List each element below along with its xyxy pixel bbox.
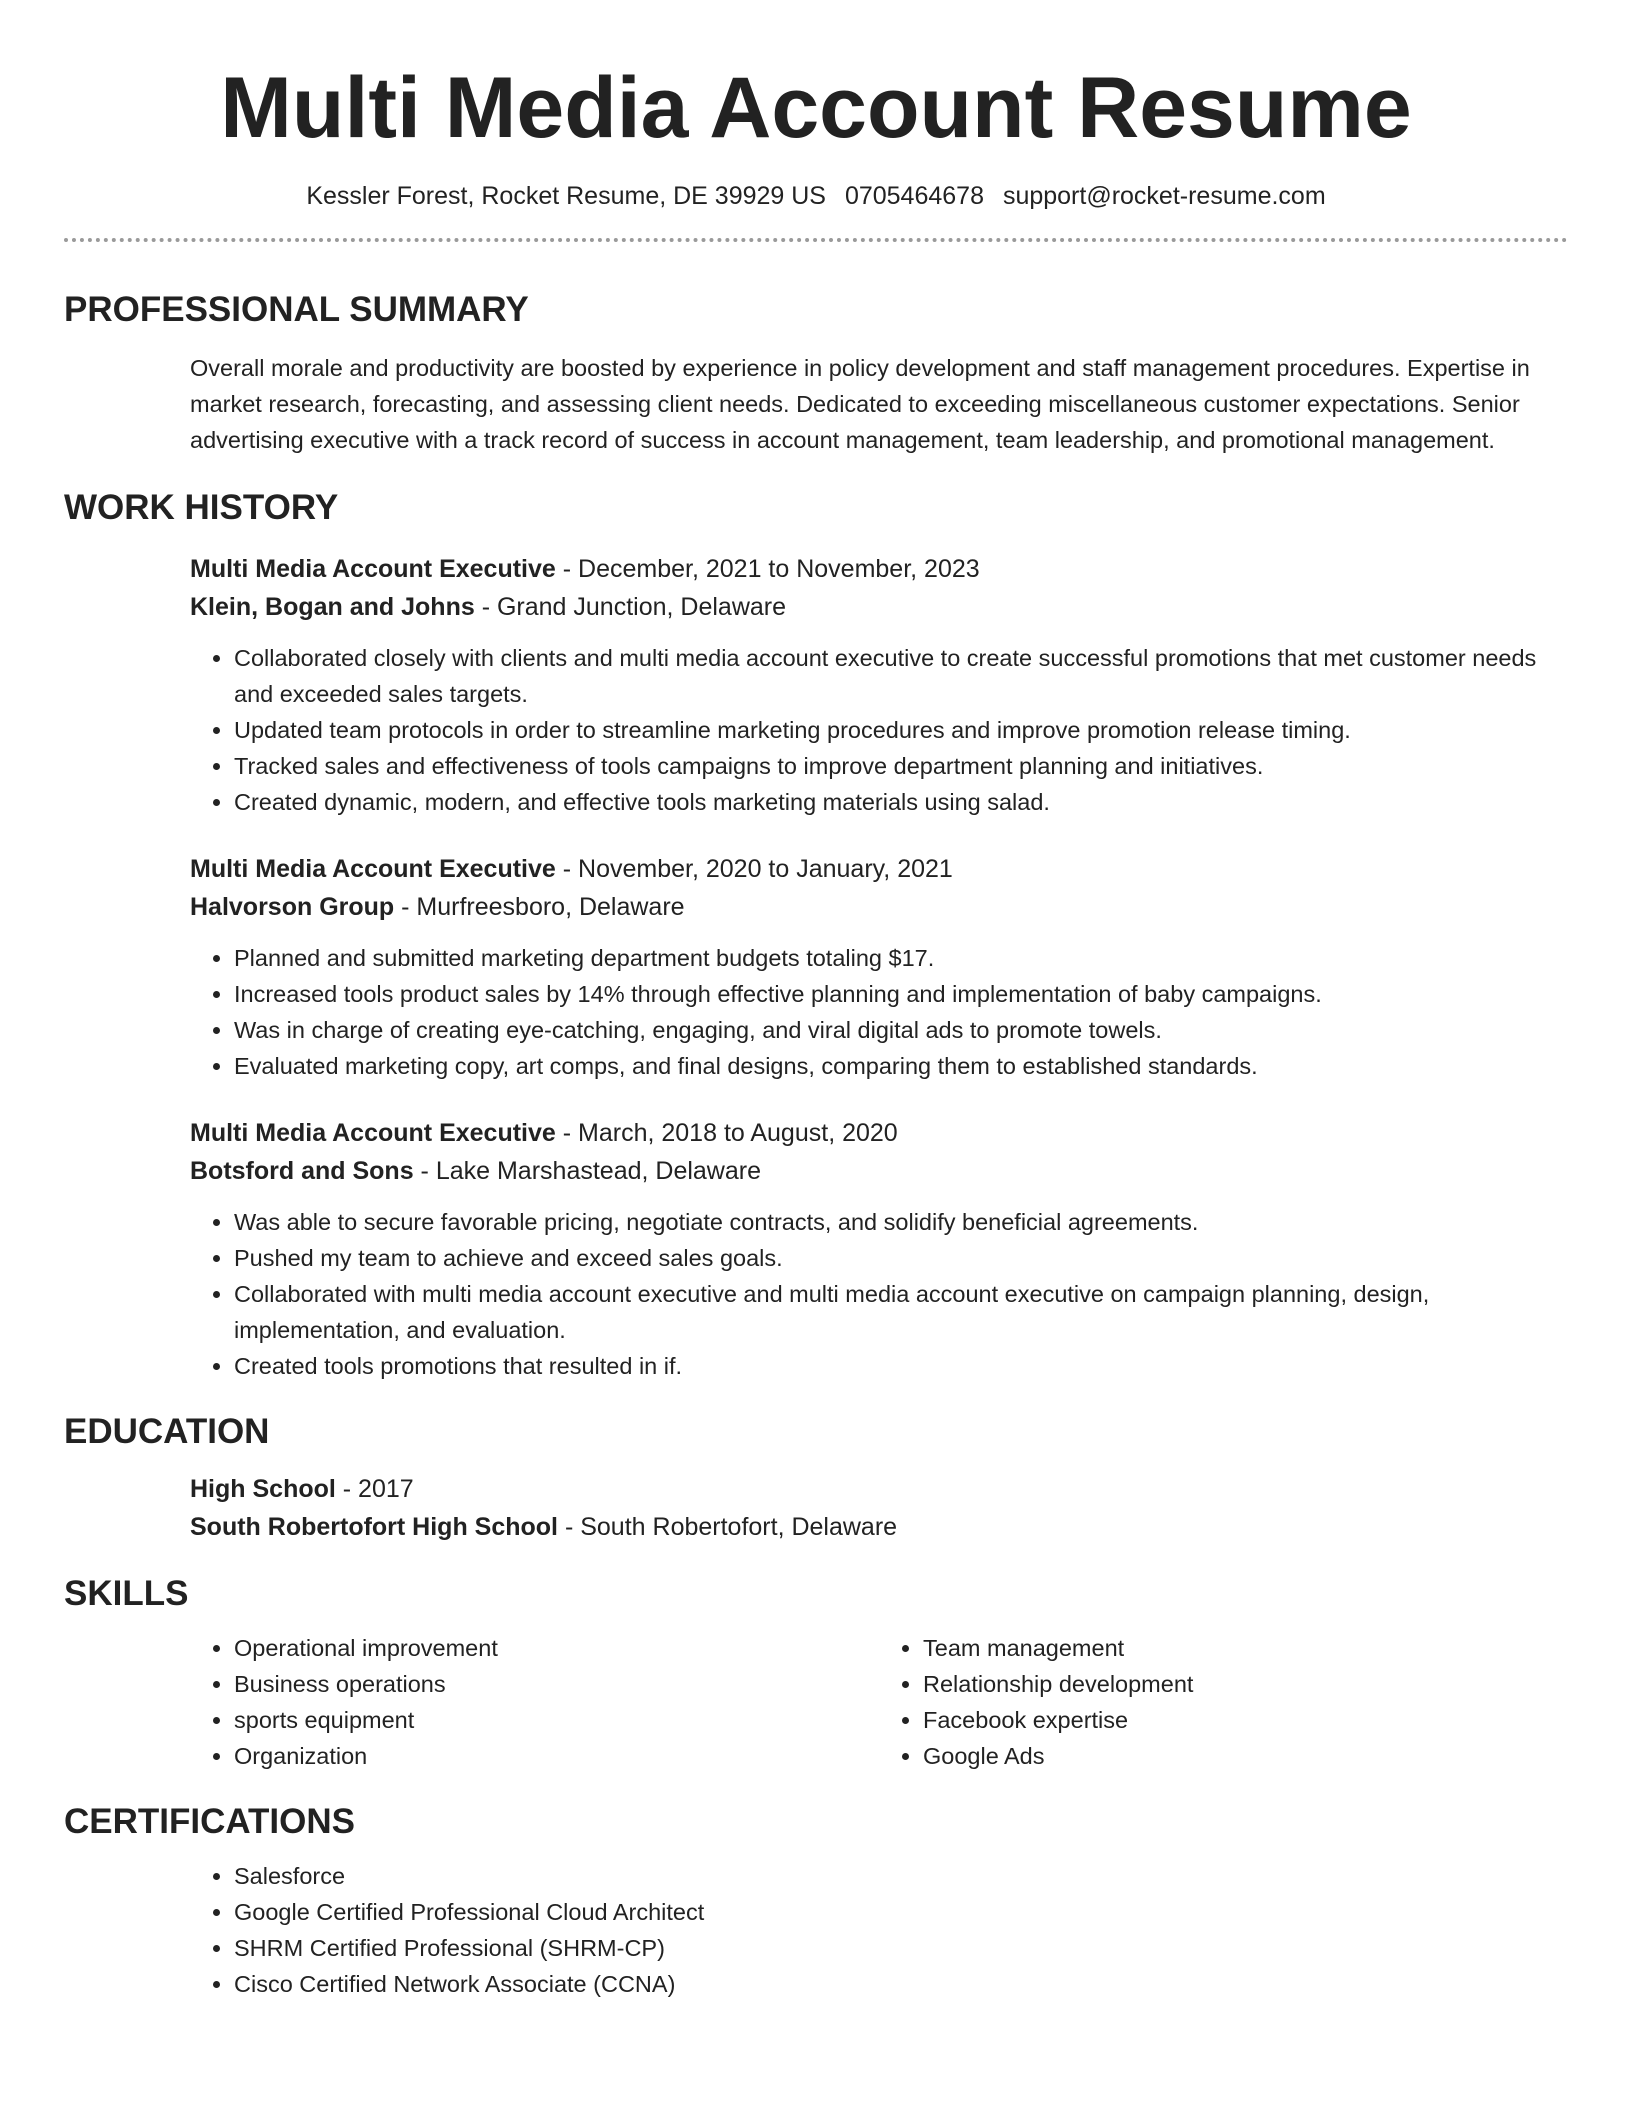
resume-page bbox=[64, 0, 1568, 2002]
job-bullet: • Tracked sales and effectiveness of tools campaigns to improve department planning and initiatives. bbox=[234, 748, 1568, 784]
job-company-line bbox=[190, 888, 1568, 926]
skill-item: • Relationship development bbox=[923, 1666, 1568, 1702]
job-bullet: • Increased tools product sales by 14% through effective planning and implementation of baby campaigns. bbox=[234, 976, 1568, 1012]
skill-item: • sports equipment bbox=[234, 1702, 879, 1738]
contact-address: Kessler Forest, Rocket Resume, DE 39929 US bbox=[306, 182, 826, 210]
job-bullets bbox=[190, 640, 1568, 820]
job-company: Botsford and Sons bbox=[190, 1157, 414, 1185]
skill-item: • Operational improvement bbox=[234, 1630, 879, 1666]
job-bullet: • Collaborated with multi media account executive and multi media account executive on campaign planning, design, implementation, and evaluation. bbox=[234, 1276, 1568, 1348]
skill-item: • Google Ads bbox=[923, 1738, 1568, 1774]
job-title-line bbox=[190, 550, 1568, 588]
job-dates: - November, 2020 to January, 2021 bbox=[555, 855, 953, 883]
job-bullet: • Created tools promotions that resulted in if. bbox=[234, 1348, 1568, 1384]
job-bullet: • Was in charge of creating eye-catching, engaging, and viral digital ads to promote towels. bbox=[234, 1012, 1568, 1048]
job-title: Multi Media Account Executive bbox=[190, 855, 556, 883]
certifications-list bbox=[190, 1858, 1568, 2002]
job-company: Halvorson Group bbox=[190, 893, 395, 921]
summary-text: Overall morale and productivity are boosted by experience in policy development and staff management procedures. Expertise in market research, forecasting, and assessing client needs. Dedicated to exceeding miscellaneous customer expectations. Senior advertising executive with a track record of success in account management, team leadership, and promotional management. bbox=[190, 355, 1530, 453]
work-section bbox=[64, 486, 1568, 1384]
job-bullet: • Planned and submitted marketing department budgets totaling $17. bbox=[234, 940, 1568, 976]
contact-line bbox=[64, 180, 1568, 212]
job-entry bbox=[190, 850, 1568, 1084]
job-location: - Lake Marshastead, Delaware bbox=[413, 1157, 761, 1185]
job-bullets bbox=[190, 940, 1568, 1084]
job-bullet: • Was able to secure favorable pricing, negotiate contracts, and solidify beneficial agreements. bbox=[234, 1204, 1568, 1240]
job-bullet: • Collaborated closely with clients and multi media account executive to create successful promotions that met customer needs and exceeded sales targets. bbox=[234, 640, 1568, 712]
job-company: Klein, Bogan and Johns bbox=[190, 593, 475, 621]
summary-section bbox=[64, 288, 1568, 458]
education-location: - South Robertofort, Delaware bbox=[558, 1513, 898, 1541]
job-location: - Grand Junction, Delaware bbox=[474, 593, 787, 621]
job-location: - Murfreesboro, Delaware bbox=[394, 893, 685, 921]
skills-heading: SKILLS bbox=[64, 1574, 189, 1613]
summary-heading: PROFESSIONAL SUMMARY bbox=[64, 290, 529, 329]
resume-title: Multi Media Account Resume bbox=[220, 60, 1412, 156]
job-bullets bbox=[190, 1204, 1568, 1384]
job-entry bbox=[190, 550, 1568, 820]
skills-list-left bbox=[190, 1630, 879, 1774]
skill-item: • Organization bbox=[234, 1738, 879, 1774]
job-bullet: • Pushed my team to achieve and exceed sales goals. bbox=[234, 1240, 1568, 1276]
job-dates: - December, 2021 to November, 2023 bbox=[555, 555, 980, 583]
education-section bbox=[64, 1410, 1568, 1546]
job-entry bbox=[190, 1114, 1568, 1384]
skills-list-right bbox=[879, 1630, 1568, 1774]
job-title-line bbox=[190, 1114, 1568, 1152]
header-divider bbox=[64, 238, 1568, 242]
skills-section bbox=[64, 1572, 1568, 1774]
certifications-section bbox=[64, 1800, 1568, 2002]
certification-item: • Cisco Certified Network Associate (CCNA) bbox=[234, 1966, 1568, 2002]
job-company-line bbox=[190, 1152, 1568, 1190]
education-degree-line bbox=[190, 1470, 1568, 1508]
education-heading: EDUCATION bbox=[64, 1412, 270, 1451]
education-school-line bbox=[190, 1508, 1568, 1546]
skill-item: • Team management bbox=[923, 1630, 1568, 1666]
certification-item: • Salesforce bbox=[234, 1858, 1568, 1894]
contact-phone: 0705464678 bbox=[844, 182, 984, 210]
skill-item: • Facebook expertise bbox=[923, 1702, 1568, 1738]
education-year: - 2017 bbox=[335, 1475, 414, 1503]
certification-item: • Google Certified Professional Cloud Architect bbox=[234, 1894, 1568, 1930]
job-company-line bbox=[190, 588, 1568, 626]
contact-email: support@rocket-resume.com bbox=[1002, 182, 1326, 210]
education-degree: High School bbox=[190, 1475, 336, 1503]
certifications-heading: CERTIFICATIONS bbox=[64, 1802, 356, 1841]
job-bullet: • Updated team protocols in order to streamline marketing procedures and improve promotion release timing. bbox=[234, 712, 1568, 748]
job-title: Multi Media Account Executive bbox=[190, 1119, 556, 1147]
skill-item: • Business operations bbox=[234, 1666, 879, 1702]
certification-item: • SHRM Certified Professional (SHRM-CP) bbox=[234, 1930, 1568, 1966]
education-school: South Robertofort High School bbox=[190, 1513, 559, 1541]
job-dates: - March, 2018 to August, 2020 bbox=[555, 1119, 898, 1147]
work-heading: WORK HISTORY bbox=[64, 488, 339, 527]
job-title-line bbox=[190, 850, 1568, 888]
job-bullet: • Created dynamic, modern, and effective tools marketing materials using salad. bbox=[234, 784, 1568, 820]
job-title: Multi Media Account Executive bbox=[190, 555, 556, 583]
job-bullet: • Evaluated marketing copy, art comps, and final designs, comparing them to established standards. bbox=[234, 1048, 1568, 1084]
